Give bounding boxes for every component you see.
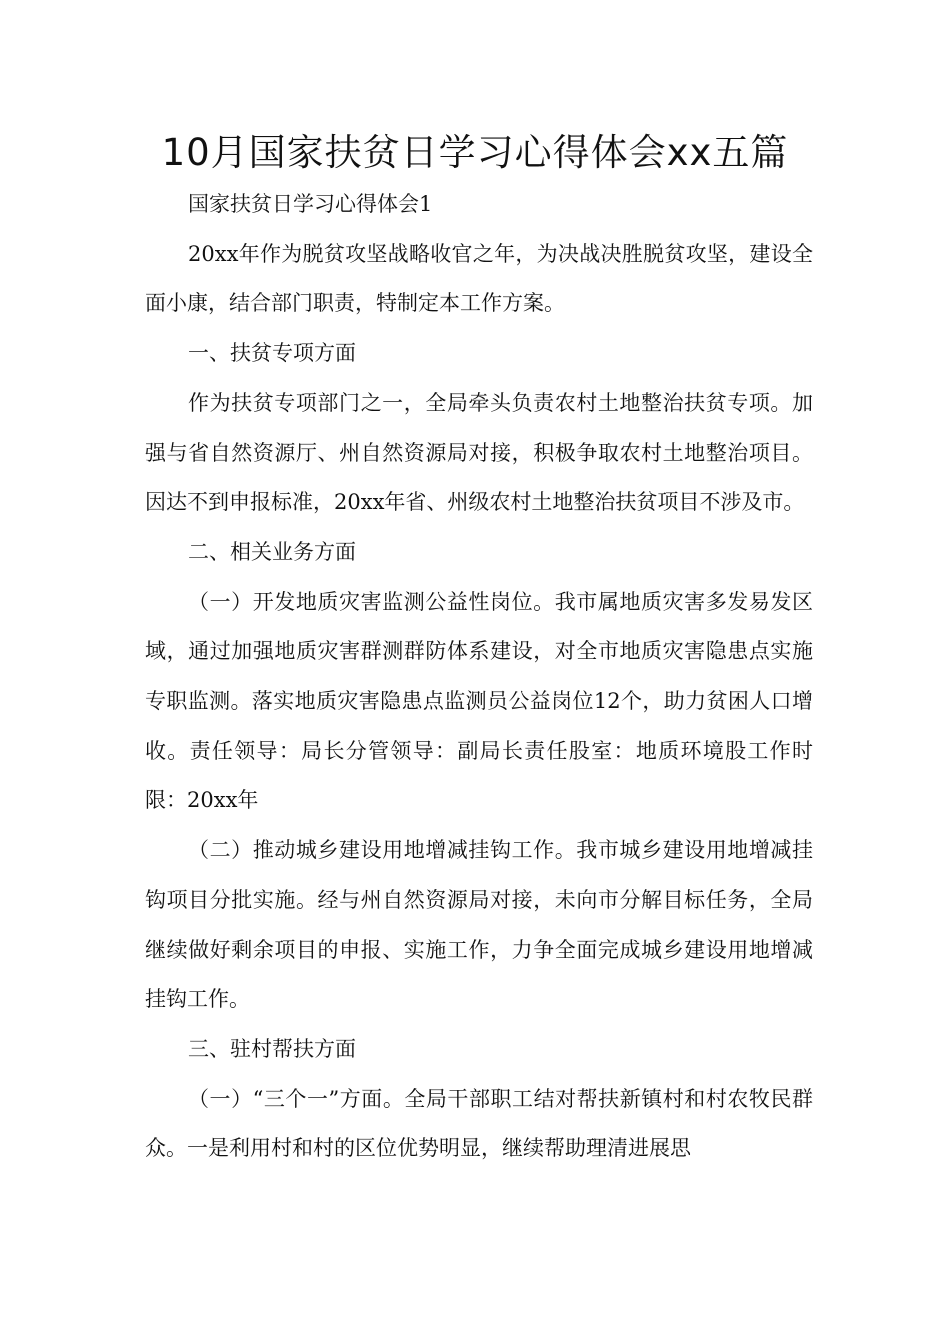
paragraph: 20xx年作为脱贫攻坚战略收官之年，为决战决胜脱贫攻坚，建设全面小康，结合部门职责，特制定本工作方案。 [145, 241, 813, 316]
document-body [145, 180, 813, 1174]
document-title: 10月国家扶贫日学习心得体会xx五篇 [161, 131, 789, 174]
paragraph: 作为扶贫专项部门之一，全局牵头负责农村土地整治扶贫专项。加强与省自然资源厅、州自然资源局对接，积极争取农村土地整治项目。因达不到申报标准，20xx年省、州级农村土地整治扶贫项目不涉及市。 [145, 390, 813, 515]
paragraph-heading: 一、扶贫专项方面 [188, 341, 356, 366]
paragraph: （一）开发地质灾害监测公益性岗位。我市属地质灾害多发易发区域，通过加强地质灾害群测群防体系建设，对全市地质灾害隐患点实施专职监测。落实地质灾害隐患点监测员公益岗位12个，助力贫困人口增收。责任领导：局长分管领导：副局长责任股室：地质环境股工作时限：20xx年 [145, 589, 813, 813]
paragraph-heading: 三、驻村帮扶方面 [188, 1036, 356, 1061]
paragraph: （二）推动城乡建设用地增减挂钩工作。我市城乡建设用地增减挂钩项目分批实施。经与州自然资源局对接，未向市分解目标任务，全局继续做好剩余项目的申报、实施工作，力争全面完成城乡建设用地增减挂钩工作。 [145, 838, 813, 1012]
paragraph-section-heading: 国家扶贫日学习心得体会1 [188, 192, 433, 216]
paragraph: （一）“三个一”方面。全局干部职工结对帮扶新镇村和村农牧民群众。一是利用村和村的区位优势明显，继续帮助理清进展思 [145, 1086, 813, 1161]
paragraph-heading: 二、相关业务方面 [188, 539, 356, 564]
